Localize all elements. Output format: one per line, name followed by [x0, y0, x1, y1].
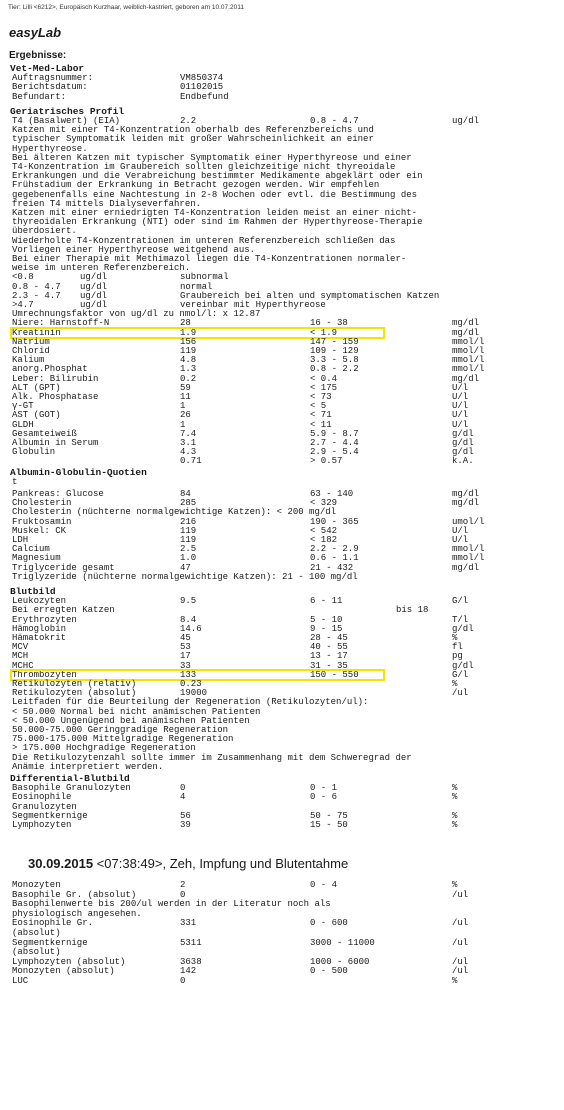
test-unit: U/l: [452, 392, 469, 402]
test-unit: /ul: [452, 889, 469, 900]
test-name: AST (GOT): [12, 410, 61, 421]
reference-range: < 1.9: [310, 327, 338, 338]
test-value: 0.23: [180, 679, 202, 689]
note-text: Vorliegen einer Hyperthyreose weitgehend aus.: [12, 244, 256, 255]
reference-range: 3000 - 11000: [310, 937, 375, 948]
reference-range: 6 - 11: [310, 596, 343, 607]
test-name: Granulozyten: [12, 801, 77, 812]
diff-abs-row: [0, 909, 564, 919]
test-name: physiologisch angesehen.: [12, 908, 142, 919]
test-name: LUC: [12, 976, 29, 986]
note-text: freien T4 mittels Dialyseverfahren.: [12, 198, 202, 209]
test-unit: %: [452, 679, 458, 689]
test-unit: mg/dl: [452, 318, 480, 329]
test-unit: g/dl: [452, 428, 474, 439]
field-label: Auftragsnummer:: [12, 73, 94, 84]
range-unit: ug/dl: [80, 281, 108, 292]
test-name: LDH: [12, 535, 29, 545]
reference-range: bis 18: [396, 605, 429, 616]
test-value: 28: [180, 318, 191, 329]
reference-range: < 73: [310, 392, 332, 402]
test-value: 4.8: [180, 355, 197, 366]
test-unit: /ul: [452, 688, 469, 699]
test-unit: %: [452, 820, 458, 830]
test-name: Globulin: [12, 447, 56, 458]
reference-range: < 542: [310, 525, 338, 536]
reference-range: 5.9 - 8.7: [310, 428, 359, 439]
test-name: Triglyzeride (nüchterne normalgewichtige Katzen): 21 - 100 mg/dl: [12, 571, 358, 582]
reference-range: > 0.57: [310, 456, 343, 467]
reference-range: < 175: [310, 382, 338, 393]
reference-range: 0 - 6: [310, 792, 338, 803]
test-name: Erythrozyten: [12, 614, 77, 625]
reference-range: < 71: [310, 410, 332, 421]
test-value: 156: [180, 336, 197, 347]
test-name: Muskel: CK: [12, 525, 67, 536]
test-value: 0: [180, 889, 186, 900]
diff-abs-row: [0, 928, 564, 938]
test-name: Natrium: [12, 336, 50, 347]
reference-range: 0 - 600: [310, 918, 348, 929]
test-value: 1.9: [180, 327, 197, 338]
test-name: Calcium: [12, 544, 50, 555]
reference-range: 0 - 1: [310, 783, 338, 794]
test-name: Bei erregten Katzen: [12, 605, 115, 616]
test-name: Alk. Phosphatase: [12, 392, 99, 402]
test-name: Monozyten: [12, 880, 61, 890]
field-value: 01102015: [180, 82, 224, 93]
test-unit: U/l: [452, 410, 469, 421]
reference-range: < 329: [310, 498, 338, 509]
agq-label-cont: [0, 477, 564, 487]
note-text: Katzen mit einer erniedrigten T4-Konzentration leiden meist an einer nicht-: [12, 208, 418, 218]
diff-abs-row: [0, 890, 564, 900]
test-name: GLDH: [12, 419, 34, 430]
test-unit: mg/dl: [452, 489, 480, 499]
test-unit: mg/dl: [452, 498, 480, 509]
test-value: 4: [180, 792, 186, 803]
note-text: Die Retikulozytenzahl sollte immer im Zusammenhang mit dem Schweregrad der: [12, 752, 412, 763]
test-unit: U/l: [452, 419, 469, 430]
note-text: < 50.000 Normal bei nicht anämischen Patienten: [12, 706, 261, 717]
test-name: Chlorid: [12, 346, 50, 356]
test-value: 2.2: [180, 116, 197, 126]
test-value: 0: [180, 976, 186, 986]
test-name: Lymphozyten: [12, 820, 72, 830]
note-text: 75.000-175.000 Mittelgradige Regeneration: [12, 734, 234, 745]
test-name: Niere: Harnstoff-N: [12, 318, 110, 329]
test-value: 45: [180, 633, 191, 643]
test-value: 7.4: [180, 428, 197, 439]
test-unit: mmol/l: [452, 336, 485, 347]
test-value: 285: [180, 498, 197, 509]
note-text: Wiederholte T4-Konzentrationen im unteren Referenzbereich schließen das: [12, 235, 396, 246]
test-name: Pankreas: Glucose: [12, 489, 104, 499]
test-value: 1: [180, 419, 186, 430]
reference-range: 9 - 15: [310, 623, 343, 634]
test-unit: /ul: [452, 966, 469, 977]
test-unit: g/dl: [452, 660, 474, 671]
test-value: 17: [180, 651, 191, 662]
test-name: Retikulozyten (absolut): [12, 688, 137, 699]
test-name: Magnesium: [12, 553, 61, 564]
test-value: 0: [180, 783, 186, 794]
note-text: T4-Konzentration im Graubereich sollten gleichzeitige nicht thyreoidale: [12, 162, 396, 172]
test-unit: pg: [452, 651, 463, 662]
test-name: Thrombozyten: [12, 669, 77, 680]
test-unit: umol/l: [452, 516, 485, 527]
test-name: MCH: [12, 651, 29, 662]
test-value: 56: [180, 810, 191, 821]
test-name: MCHC: [12, 660, 34, 671]
test-name: Lymphozyten (absolut): [12, 956, 126, 967]
date-heading-text: <07:38:49>, Zeh, Impfung und Blutentahme: [93, 856, 349, 871]
reference-range: 190 - 365: [310, 516, 359, 527]
test-name: Segmentkernige: [12, 937, 88, 948]
note-text: Anämie interpretiert werden.: [12, 761, 164, 772]
range-unit: ug/dl: [80, 290, 108, 301]
note-text: typischer Symptomatik leiden mit großer Wahrscheinlichkeit an einer: [12, 134, 374, 145]
test-value: 2.5: [180, 544, 197, 555]
results-heading: Ergebnisse:: [9, 50, 67, 61]
test-unit: G/l: [452, 596, 469, 607]
brand-logo: easyLab: [9, 25, 62, 40]
test-value: 4.3: [180, 447, 197, 458]
reference-range: 21 - 432: [310, 562, 354, 573]
reference-range: 2.7 - 4.4: [310, 438, 359, 448]
test-unit: mg/dl: [452, 327, 480, 338]
field-value: VM850374: [180, 73, 224, 84]
test-name: ALT (GPT): [12, 382, 61, 393]
section-title: Geriatrisches Profil: [10, 105, 125, 117]
test-name: γ-GT: [12, 401, 34, 412]
chem-row: [0, 572, 564, 582]
diff-abs-row: [0, 947, 564, 957]
reference-range: < 0.4: [310, 373, 338, 384]
test-value: 3.1: [180, 438, 197, 448]
reference-range: 31 - 35: [310, 660, 348, 671]
test-value: 9.5: [180, 596, 197, 607]
test-unit: mmol/l: [452, 553, 485, 564]
test-name: Kalium: [12, 355, 45, 366]
test-unit: %: [452, 633, 458, 643]
test-unit: /ul: [452, 918, 469, 929]
test-value: 119: [180, 525, 197, 536]
field-label: Befundart:: [12, 91, 67, 102]
reference-range: 16 - 38: [310, 318, 348, 329]
range-desc: normal: [180, 281, 213, 292]
patient-header: Tier: Lilli <6212>, Europäisch Kurzhaar, weiblich-kastriert, geboren am 10.07.2011: [8, 4, 244, 11]
test-value: 119: [180, 346, 197, 356]
note-text: Bei einer Therapie mit Methimazol liegen die T4-Konzentrationen normaler-: [12, 254, 407, 264]
test-name: Eosinophile: [12, 792, 72, 803]
test-value: 331: [180, 918, 197, 929]
range-value: 0.8 - 4.7: [12, 281, 61, 292]
test-value: 142: [180, 966, 197, 977]
test-value: 11: [180, 392, 191, 402]
test-unit: T/l: [452, 614, 469, 625]
note-text: weise im unteren Referenzbereich.: [12, 263, 191, 274]
reference-range: 15 - 50: [310, 820, 348, 830]
diff-abs-row: [0, 938, 564, 948]
test-unit: /ul: [452, 956, 469, 967]
diff-abs-row: [0, 918, 564, 928]
test-value: 3638: [180, 956, 202, 967]
test-value: 133: [180, 669, 197, 680]
reference-range: 0.6 - 1.1: [310, 553, 359, 564]
reference-range: 2.9 - 5.4: [310, 447, 359, 458]
test-value: 0.2: [180, 373, 197, 384]
note-text: < 50.000 Ungenügend bei anämischen Patienten: [12, 715, 250, 726]
test-value: 26: [180, 410, 191, 421]
reference-range: 5 - 10: [310, 614, 343, 625]
test-value: 47: [180, 562, 191, 573]
test-unit: %: [452, 810, 458, 821]
test-name: Monozyten (absolut): [12, 966, 115, 977]
section-title: Blutbild: [10, 586, 56, 597]
diff-abs-row: [0, 966, 564, 976]
test-name: Hämoglobin: [12, 623, 67, 634]
diff-row: [0, 820, 564, 830]
test-unit: mmol/l: [452, 355, 485, 366]
test-value: 5311: [180, 937, 202, 948]
section-title: Differential-Blutbild: [10, 773, 130, 784]
note-text: Katzen mit einer T4-Konzentration oberhalb des Referenzbereichs und: [12, 125, 374, 136]
test-name: (absolut): [12, 947, 61, 958]
test-value: 2: [180, 880, 186, 890]
test-name: Basophile Granulozyten: [12, 783, 131, 794]
reference-range: 150 - 550: [310, 669, 359, 680]
test-unit: mg/dl: [452, 373, 480, 384]
diff-abs-row: [0, 976, 564, 986]
reference-range: 0.8 - 2.2: [310, 364, 359, 375]
section-title-cont: t: [12, 476, 18, 487]
test-value: 216: [180, 516, 197, 527]
test-name: Kreatinin: [12, 327, 61, 338]
test-name: Cholesterin (nüchterne normalgewichtige Katzen): < 200 mg/dl: [12, 507, 337, 518]
test-value: 0.71: [180, 456, 202, 467]
test-name: Basophilenwerte bis 200/ul werden in der Literatur noch als: [12, 899, 331, 910]
range-unit: ug/dl: [80, 300, 108, 310]
test-unit: g/dl: [452, 447, 474, 458]
test-name: anorg.Phosphat: [12, 364, 88, 375]
reference-range: < 182: [310, 535, 338, 545]
test-name: MCV: [12, 642, 29, 653]
test-name: Basophile Gr. (absolut): [12, 889, 137, 900]
reference-range: 0 - 4: [310, 880, 338, 890]
section-title: Albumin-Globulin-Quotien: [10, 466, 147, 478]
reference-range: 109 - 129: [310, 346, 359, 356]
note-text: gegebenenfalls eine Nachtestung in 2-8 Wochen oder evtl. die Bestimmung des: [12, 189, 418, 200]
reference-range: 147 - 159: [310, 336, 359, 347]
note-text: Hyperthyreose.: [12, 143, 88, 154]
test-value: 119: [180, 535, 197, 545]
test-name: Cholesterin: [12, 498, 72, 509]
test-name: (absolut): [12, 928, 61, 938]
test-unit: g/dl: [452, 623, 474, 634]
note-text: Bei älteren Katzen mit typischer Symptomatik einer Hyperthyreose und einer: [12, 152, 412, 163]
range-unit: ug/dl: [80, 272, 108, 283]
test-unit: mg/dl: [452, 562, 480, 573]
factor-text: Umrechnungsfaktor von ug/dl zu nmol/l: x 12.87: [12, 309, 261, 320]
test-unit: fl: [452, 642, 463, 653]
range-value: <0.8: [12, 272, 34, 283]
reference-range: 63 - 140: [310, 489, 354, 499]
test-unit: mmol/l: [452, 346, 485, 356]
test-name: Leber: Bilirubin: [12, 373, 99, 384]
range-value: >4.7: [12, 300, 34, 310]
test-unit: U/l: [452, 401, 469, 412]
test-unit: mmol/l: [452, 544, 485, 555]
test-value: 1.3: [180, 364, 197, 375]
note-text: Leitfaden für die Beurteilung der Regeneration (Retikulozyten/ul):: [12, 697, 369, 708]
test-unit: k.A.: [452, 456, 474, 467]
note-text: > 175.000 Hochgradige Regeneration: [12, 743, 196, 754]
test-unit: U/l: [452, 535, 469, 545]
diff-abs-row: [0, 880, 564, 890]
test-name: Gesamteiweiß: [12, 428, 77, 439]
reti-note: [0, 762, 564, 772]
test-value: 8.4: [180, 614, 197, 625]
test-unit: ug/dl: [452, 116, 480, 126]
field-value: Endbefund: [180, 91, 229, 102]
range-desc: Graubereich bei alten und symptomatischen Katzen: [180, 290, 440, 301]
reference-range: 0.8 - 4.7: [310, 116, 359, 126]
test-unit: U/l: [452, 525, 469, 536]
lab-field: [0, 92, 564, 102]
lab-name-text: Vet-Med-Labor: [10, 63, 85, 74]
range-desc: subnormal: [180, 272, 229, 283]
test-unit: %: [452, 880, 458, 890]
note-text: Frühstadium der Erkrankung in Betracht gezogen werden. Wir empfehlen: [12, 180, 380, 191]
test-unit: /ul: [452, 937, 469, 948]
reference-range: 50 - 75: [310, 810, 348, 821]
test-value: 14.6: [180, 623, 202, 634]
reference-range: 2.2 - 2.9: [310, 544, 359, 555]
test-unit: G/l: [452, 669, 469, 680]
reference-range: 28 - 45: [310, 633, 348, 643]
chem-row: [0, 456, 564, 466]
reference-range: 13 - 17: [310, 651, 348, 662]
test-value: 33: [180, 660, 191, 671]
test-value: 59: [180, 382, 191, 393]
note-text: Erkrankungen und die Verabreichung bestimmter Medikamente abgeklärt oder ein: [12, 171, 423, 182]
test-name: Eosinophile Gr.: [12, 918, 94, 929]
test-unit: mmol/l: [452, 364, 485, 375]
test-value: 39: [180, 820, 191, 830]
date-heading-date: 30.09.2015: [28, 856, 94, 871]
test-value: 19000: [180, 688, 208, 699]
test-name: Albumin in Serum: [12, 438, 99, 448]
test-value: 84: [180, 489, 191, 499]
reference-range: 0 - 500: [310, 966, 348, 977]
test-value: 1.0: [180, 553, 197, 564]
reference-range: < 5: [310, 401, 327, 412]
range-value: 2.3 - 4.7: [12, 290, 61, 301]
note-text: 50.000-75.000 Geringgradige Regeneration: [12, 725, 229, 735]
diff-abs-row: [0, 957, 564, 967]
diff-abs-row: [0, 899, 564, 909]
date-heading: [28, 856, 348, 871]
test-unit: %: [452, 783, 458, 794]
test-name: Leukozyten: [12, 596, 67, 607]
test-name: Fruktosamin: [12, 516, 72, 527]
test-name: Triglyceride gesamt: [12, 562, 115, 573]
reference-range: < 11: [310, 419, 332, 430]
test-unit: %: [452, 792, 458, 803]
field-label: Berichtsdatum:: [12, 82, 88, 93]
test-unit: g/dl: [452, 438, 474, 448]
note-text: überdosiert.: [12, 226, 77, 237]
reference-range: 40 - 55: [310, 642, 348, 653]
test-value: 53: [180, 642, 191, 653]
reference-range: 1000 - 6000: [310, 956, 370, 967]
range-desc: vereinbar mit Hyperthyreose: [180, 300, 326, 310]
note-text: thyreoidalen Erkrankung (NTI) oder sind im Rahmen der Hyperthyreose-Therapie: [12, 217, 423, 228]
test-name: T4 (Basalwert) (EIA): [12, 116, 121, 126]
test-unit: U/l: [452, 382, 469, 393]
test-unit: %: [452, 976, 458, 986]
test-name: Retikulozyten (relativ): [12, 679, 137, 689]
test-value: 1: [180, 401, 186, 412]
reference-range: 3.3 - 5.8: [310, 355, 359, 366]
test-name: Segmentkernige: [12, 810, 88, 821]
test-name: Hämatokrit: [12, 633, 67, 643]
